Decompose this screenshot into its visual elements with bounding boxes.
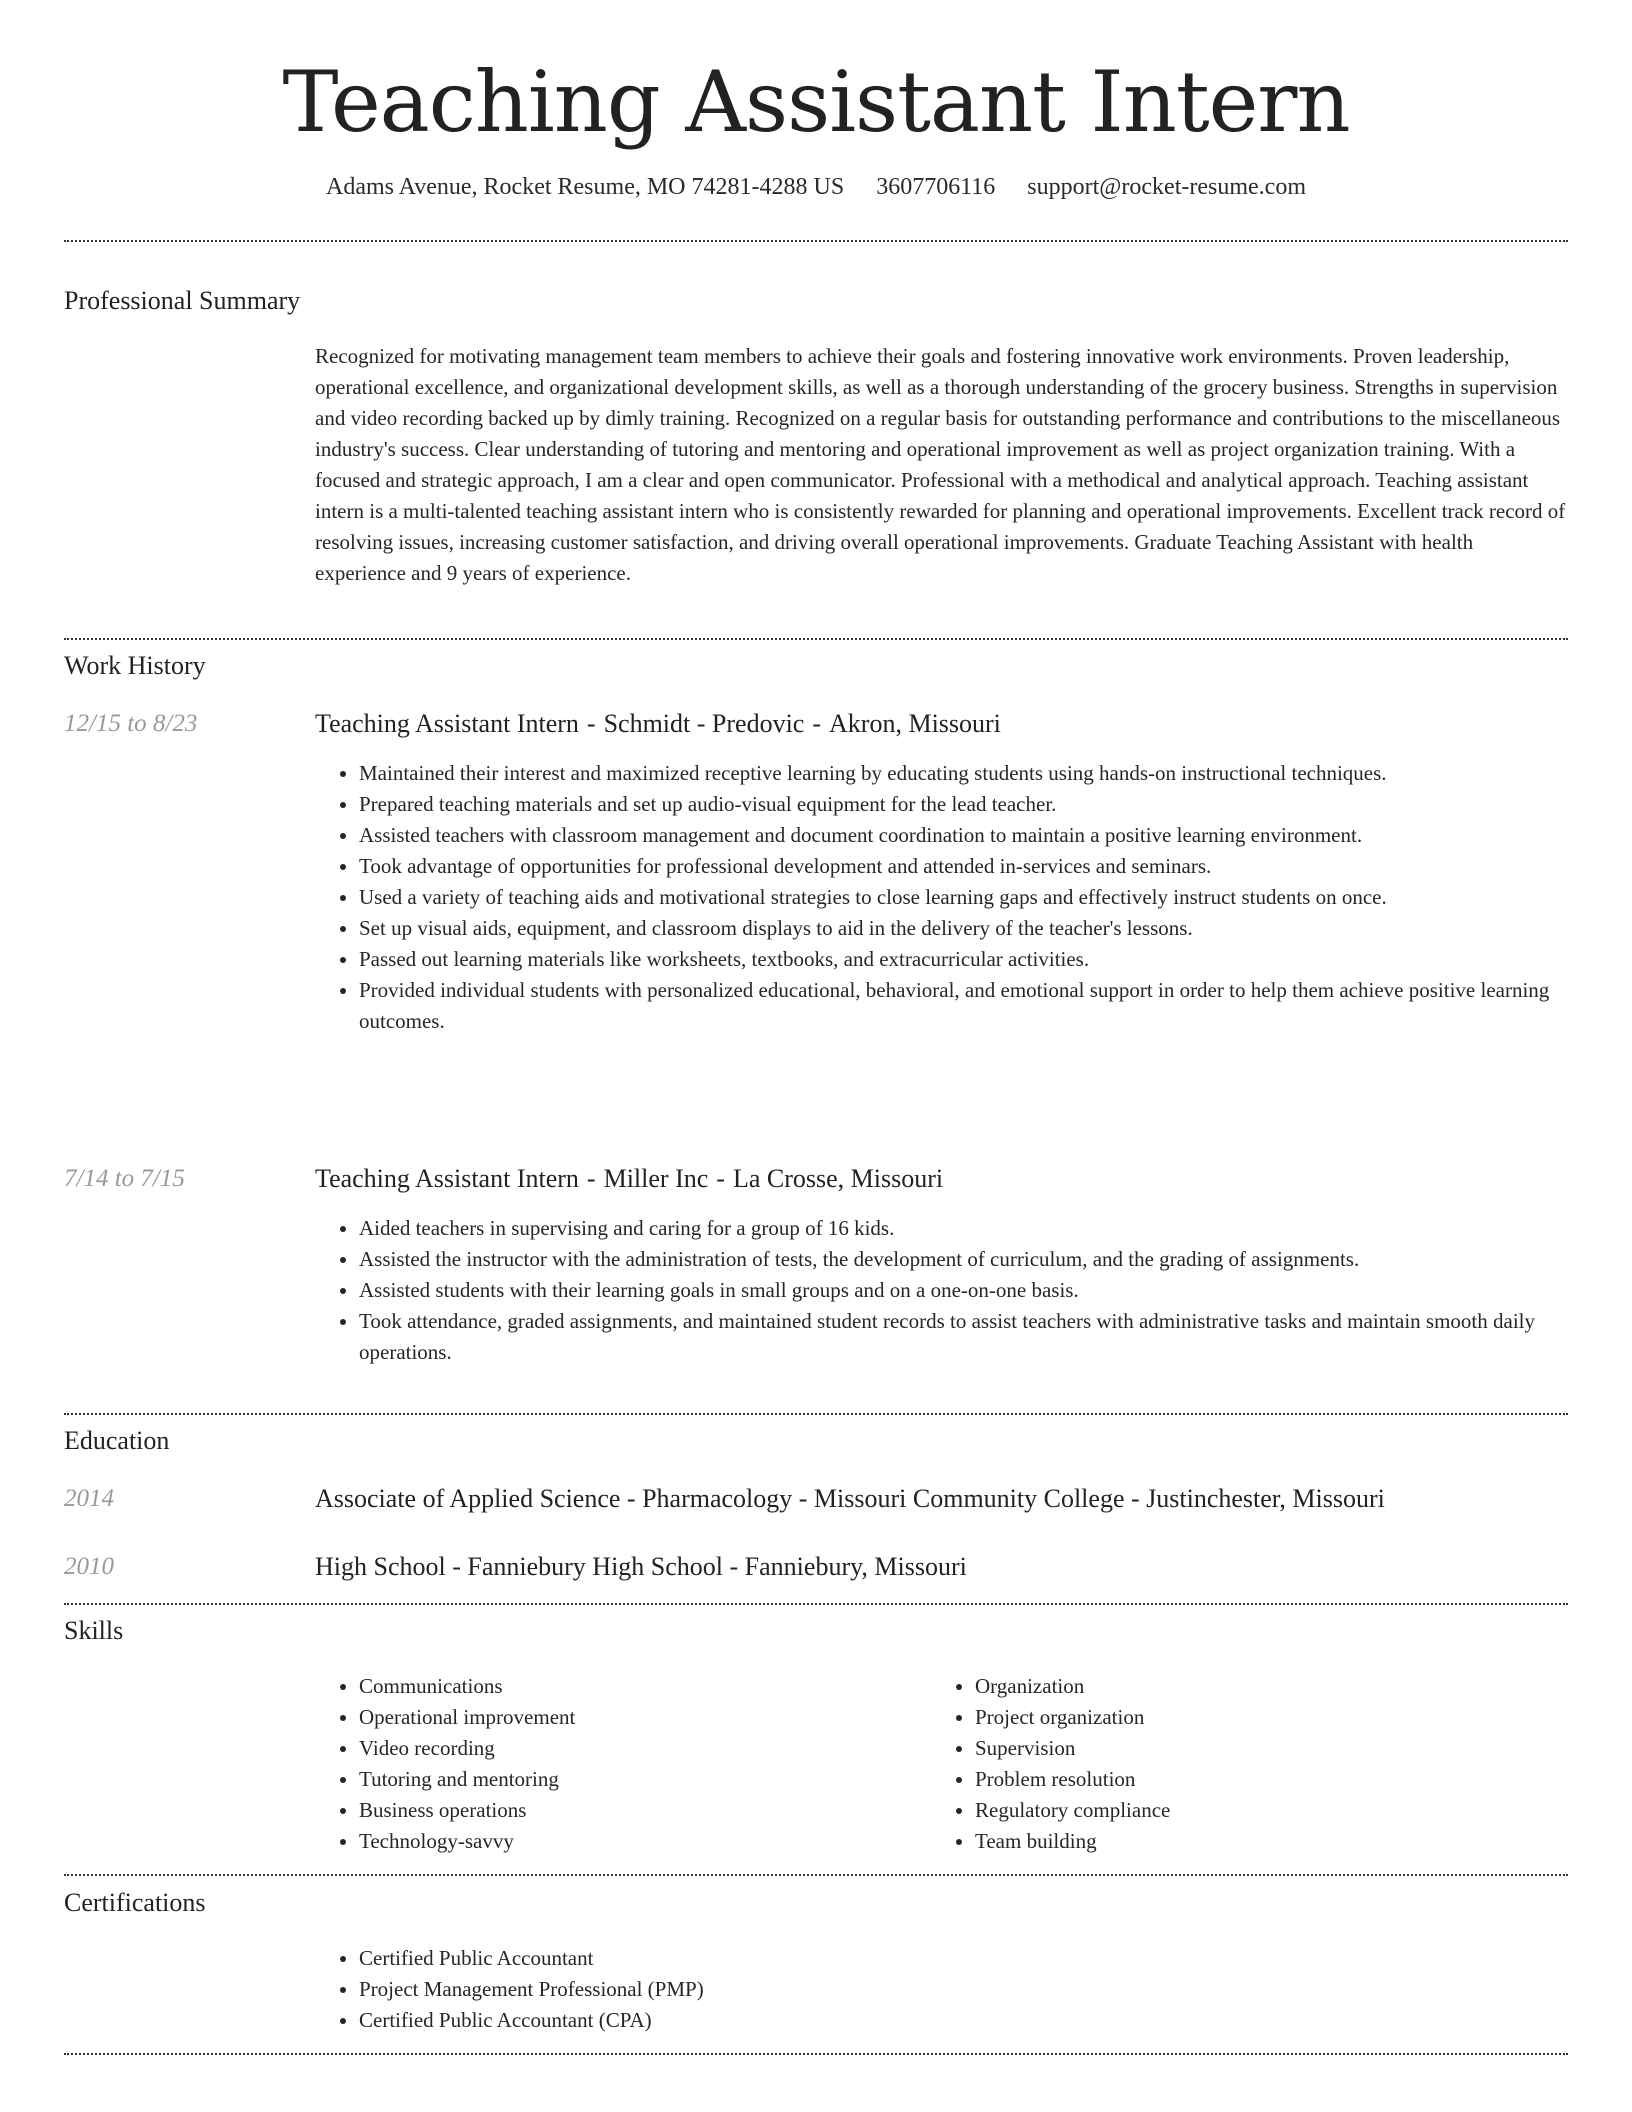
education-year: 2014 [64, 1485, 114, 1512]
contact-address: Adams Avenue, Rocket Resume, MO 74281-4288 US [326, 174, 845, 200]
section-divider [64, 2053, 1568, 2055]
certification-item: • Certified Public Accountant (CPA) [359, 2005, 1612, 2036]
contact-email: support@rocket-resume.com [1027, 174, 1306, 200]
job-bullet: • Assisted teachers with classroom management and document coordination to maintain a positive learning environment. [359, 820, 1612, 851]
contact-line [0, 170, 1632, 204]
skill-item: • Organization [975, 1671, 1595, 1702]
section-divider [64, 1603, 1568, 1605]
job-bullets [315, 1213, 1612, 1368]
job-bullet: • Aided teachers in supervising and caring for a group of 16 kids. [359, 1213, 1612, 1244]
skill-item: • Supervision [975, 1733, 1595, 1764]
job-location: Akron, Missouri [829, 709, 1001, 738]
job-title-line: Teaching Assistant Intern - Miller Inc - La Crosse, Missouri [315, 1164, 944, 1193]
education-entry: Associate of Applied Science - Pharmacology - Missouri Community College - Justinchester, Missouri [315, 1484, 1385, 1513]
job-bullet: • Set up visual aids, equipment, and classroom displays to aid in the delivery of the teacher's lessons. [359, 913, 1612, 944]
job-bullet: • Maintained their interest and maximized receptive learning by educating students using hands-on instructional techniques. [359, 758, 1612, 789]
job-bullet: • Passed out learning materials like worksheets, textbooks, and extracurricular activities. [359, 944, 1612, 975]
skill-item: • Operational improvement [359, 1702, 959, 1733]
skill-item: • Technology-savvy [359, 1826, 959, 1857]
job-bullet: • Took advantage of opportunities for professional development and attended in-services and seminars. [359, 851, 1612, 882]
job-bullet: • Assisted students with their learning goals in small groups and on a one-on-one basis. [359, 1275, 1612, 1306]
resume-name: Teaching Assistant Intern [282, 53, 1350, 151]
job-bullet: • Provided individual students with personalized educational, behavioral, and emotional support in order to help them achieve positive learning outcomes. [359, 975, 1612, 1037]
job-title: Teaching Assistant Intern [315, 709, 579, 738]
job-bullet: • Assisted the instructor with the administration of tests, the development of curriculum, and the grading of assignments. [359, 1244, 1612, 1275]
summary-text: Recognized for motivating management team members to achieve their goals and fostering innovative work environments. Proven leadership, operational excellence, and organizational development skills, as well as a thorough understanding of the grocery business. Strengths in supervision and video recording backed up by dimly training. Recognized on a regular basis for outstanding performance and contributions to the miscellaneous industry's success. Clear understanding of tutoring and mentoring and operational improvement as well as project organization training. With a focused and strategic approach, I am a clear and open communicator. Professional with a methodical and analytical approach. Teaching assistant intern is a multi-talented teaching assistant intern who is consistently rewarded for planning and operational improvements. Excellent track record of resolving issues, increasing customer satisfaction, and driving overall operational improvements. Graduate Teaching Assistant with health experience and 9 years of experience. [315, 344, 1566, 585]
job-location: La Crosse, Missouri [732, 1164, 944, 1193]
skill-item: • Problem resolution [975, 1764, 1595, 1795]
skill-item: • Team building [975, 1826, 1595, 1857]
job-bullet: • Prepared teaching materials and set up audio-visual equipment for the lead teacher. [359, 789, 1612, 820]
job-bullets [315, 758, 1612, 1037]
skill-item: • Video recording [359, 1733, 959, 1764]
certifications-heading: Certifications [64, 1888, 206, 1917]
skill-item: • Communications [359, 1671, 959, 1702]
job-bullet: • Used a variety of teaching aids and motivational strategies to close learning gaps and effectively instruct students on once. [359, 882, 1612, 913]
education-year: 2010 [64, 1553, 114, 1580]
skill-item: • Project organization [975, 1702, 1595, 1733]
job-dates: 7/14 to 7/15 [64, 1165, 185, 1192]
job-dates: 12/15 to 8/23 [64, 710, 198, 737]
skill-item: • Business operations [359, 1795, 959, 1826]
summary-heading: Professional Summary [64, 286, 301, 315]
certification-item: • Certified Public Accountant [359, 1943, 1612, 1974]
skill-item: • Tutoring and mentoring [359, 1764, 959, 1795]
section-divider [64, 638, 1568, 640]
section-divider [64, 1874, 1568, 1876]
section-divider [64, 240, 1568, 242]
skills-list-left [315, 1671, 959, 1857]
job-title: Teaching Assistant Intern [315, 1164, 579, 1193]
skill-item: • Regulatory compliance [975, 1795, 1595, 1826]
section-divider [64, 1413, 1568, 1415]
job-bullet: • Took attendance, graded assignments, and maintained student records to assist teachers with administrative tasks and maintain smooth daily operations. [359, 1306, 1612, 1368]
skills-heading: Skills [64, 1616, 124, 1645]
job-company: Schmidt - Predovic [603, 709, 805, 738]
certifications-list [315, 1943, 1612, 2036]
certification-item: • Project Management Professional (PMP) [359, 1974, 1612, 2005]
job-company: Miller Inc [603, 1164, 709, 1193]
education-heading: Education [64, 1426, 170, 1455]
job-title-line: Teaching Assistant Intern - Schmidt - Predovic - Akron, Missouri [315, 709, 1001, 738]
skills-list-right [931, 1671, 1595, 1857]
work-history-heading: Work History [64, 651, 206, 680]
contact-phone: 3607706116 [876, 174, 996, 200]
education-entry: High School - Fanniebury High School - Fanniebury, Missouri [315, 1552, 967, 1581]
